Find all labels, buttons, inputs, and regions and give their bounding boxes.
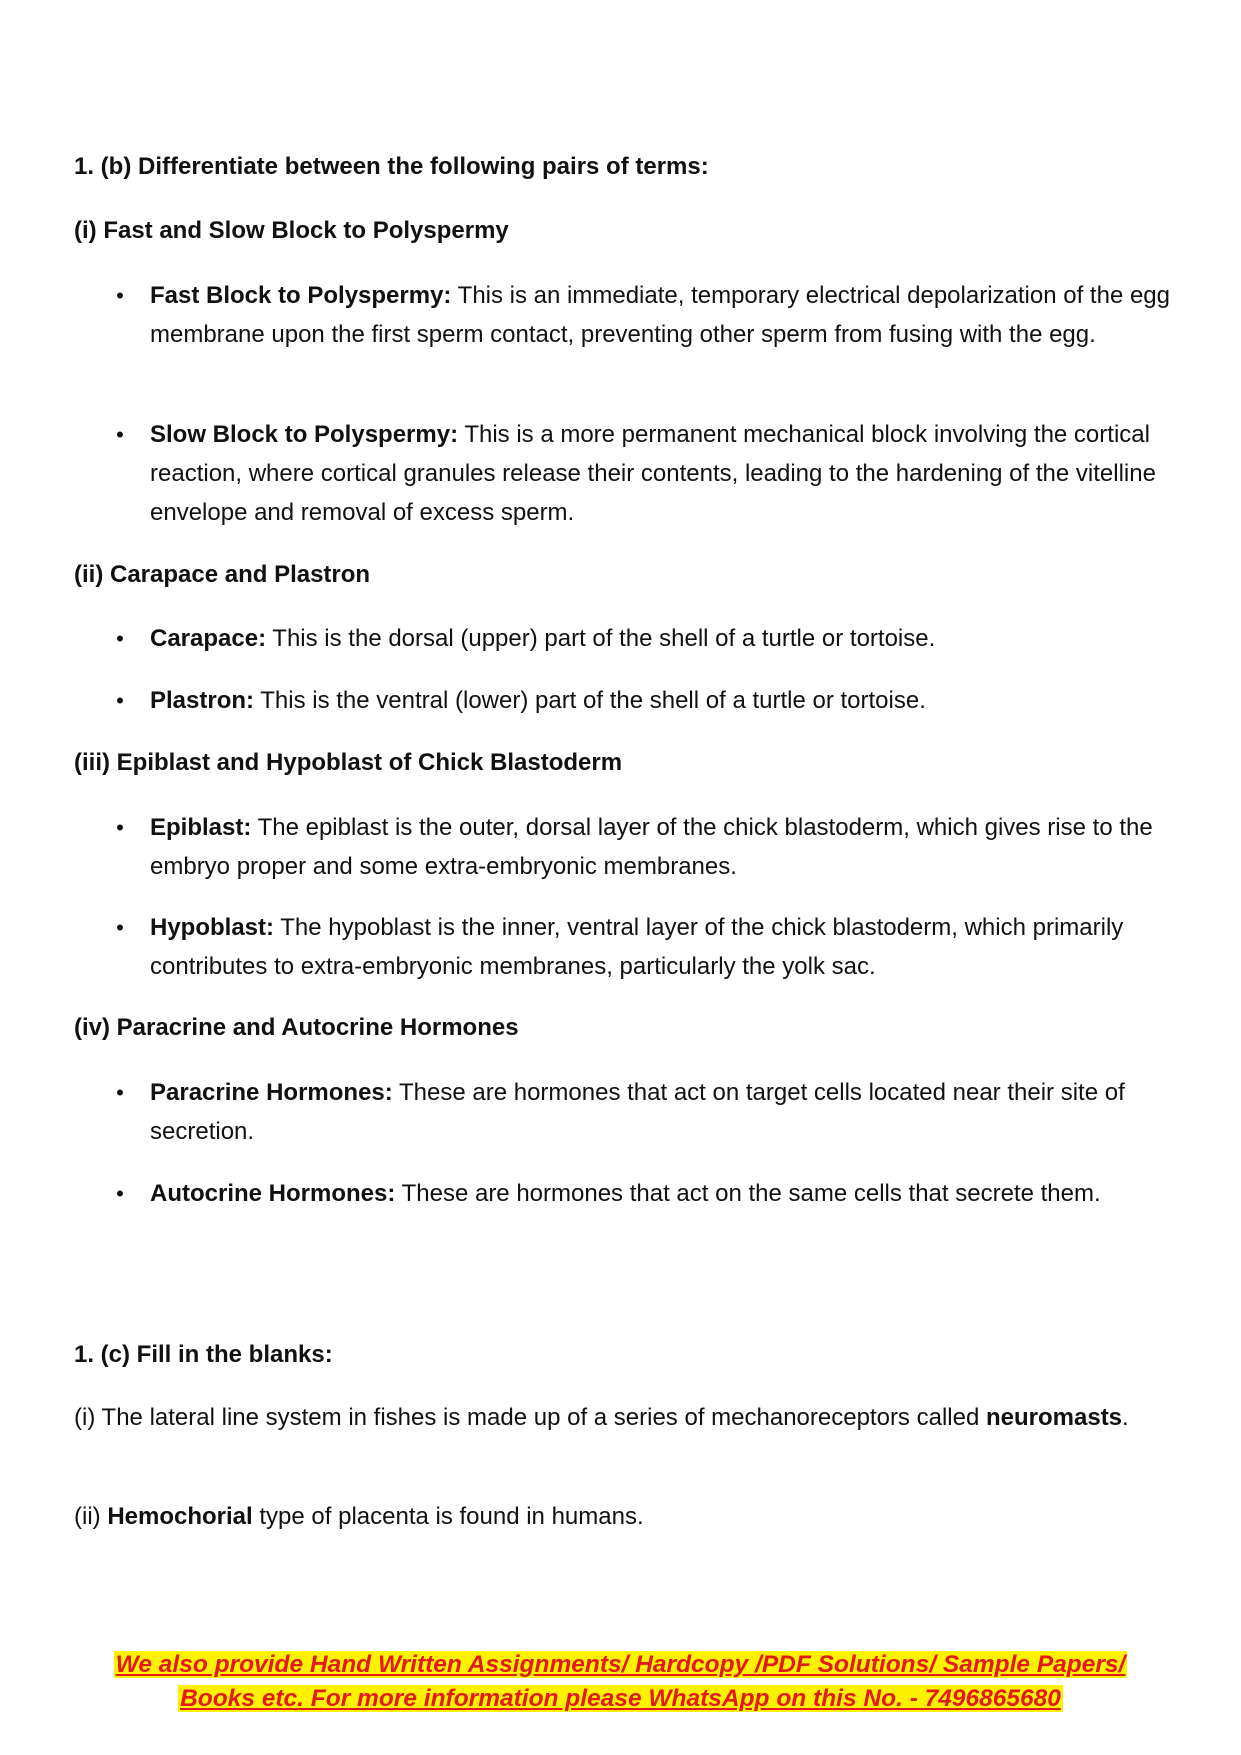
question-suffix: type of placenta is found in humans. — [259, 1503, 644, 1530]
term-label: Paracrine Hormones: — [150, 1079, 393, 1106]
bullet-dot-icon: • — [116, 1181, 124, 1206]
term-definition: These are hormones that act on the same cells that secrete them. — [401, 1180, 1101, 1207]
fill-blank-question-1 — [74, 1398, 1174, 1437]
term-definition: These are hormones that act on target cells located near their site of secretion. — [150, 1079, 1125, 1145]
section-b-title: 1. (b) Differentiate between the following pairs of terms: — [74, 153, 709, 180]
question-text: (i) The lateral line system in fishes is made up of a series of mechanoreceptors called — [74, 1404, 980, 1431]
term-definition: This is the dorsal (upper) part of the shell of a turtle or tortoise. — [272, 625, 936, 652]
section-c-title: 1. (c) Fill in the blanks: — [74, 1341, 333, 1368]
term-definition: The epiblast is the outer, dorsal layer of the chick blastoderm, which gives rise to the embryo proper and some extra-embryonic membranes. — [150, 814, 1153, 880]
list-item-text — [150, 619, 1190, 658]
question-text: (ii) — [74, 1503, 101, 1530]
pair-heading-i: (i) Fast and Slow Block to Polyspermy — [74, 217, 509, 244]
term-label: Hypoblast: — [150, 914, 275, 941]
list-item-text — [150, 1073, 1190, 1151]
list-item-text — [150, 808, 1190, 886]
bullet-dot-icon: • — [116, 815, 124, 840]
answer-text: neuromasts — [985, 1404, 1123, 1431]
term-label: Autocrine Hormones: — [150, 1180, 396, 1207]
pair-heading-iv: (iv) Paracrine and Autocrine Hormones — [74, 1014, 519, 1041]
fill-blank-question-2 — [74, 1497, 1174, 1536]
term-label: Plastron: — [150, 687, 255, 714]
list-item-text — [150, 415, 1190, 532]
list-item-text — [150, 681, 1190, 720]
promo-footer — [60, 1648, 1181, 1716]
list-item-text — [150, 908, 1190, 986]
bullet-dot-icon: • — [116, 915, 124, 940]
bullet-dot-icon: • — [116, 626, 124, 651]
bullet-dot-icon: • — [116, 283, 124, 308]
term-label: Epiblast: — [150, 814, 252, 841]
term-definition: The hypoblast is the inner, ventral layer of the chick blastoderm, which primarily contributes to extra-embryonic membranes, particularly the yolk sac. — [150, 914, 1124, 980]
promo-line-2: Books etc. For more information please WhatsApp on this No. - 7496865680 — [180, 1685, 1061, 1712]
answer-text: Hemochorial — [107, 1503, 253, 1530]
pair-heading-iii: (iii) Epiblast and Hypoblast of Chick Blastoderm — [74, 749, 623, 776]
term-definition: This is a more permanent mechanical block involving the cortical reaction, where cortical granules release their contents, leading to the hardening of the vitelline envelope and removal of excess sperm. — [150, 421, 1156, 526]
promo-line-1: We also provide Hand Written Assignments/ Hardcopy /PDF Solutions/ Sample Papers/ — [115, 1651, 1126, 1678]
term-definition: This is an immediate, temporary electrical depolarization of the egg membrane upon the first sperm contact, preventing other sperm from fusing with the egg. — [150, 282, 1171, 348]
bullet-dot-icon: • — [116, 422, 124, 447]
list-item-text — [150, 1174, 1190, 1213]
question-suffix: . — [1122, 1404, 1129, 1431]
bullet-dot-icon: • — [116, 1080, 124, 1105]
term-label: Slow Block to Polyspermy: — [150, 421, 459, 448]
term-label: Carapace: — [150, 625, 267, 652]
term-definition: This is the ventral (lower) part of the shell of a turtle or tortoise. — [260, 687, 926, 714]
term-label: Fast Block to Polyspermy: — [150, 282, 452, 309]
pair-heading-ii: (ii) Carapace and Plastron — [74, 561, 371, 588]
list-item-text — [150, 276, 1190, 354]
bullet-dot-icon: • — [116, 688, 124, 713]
